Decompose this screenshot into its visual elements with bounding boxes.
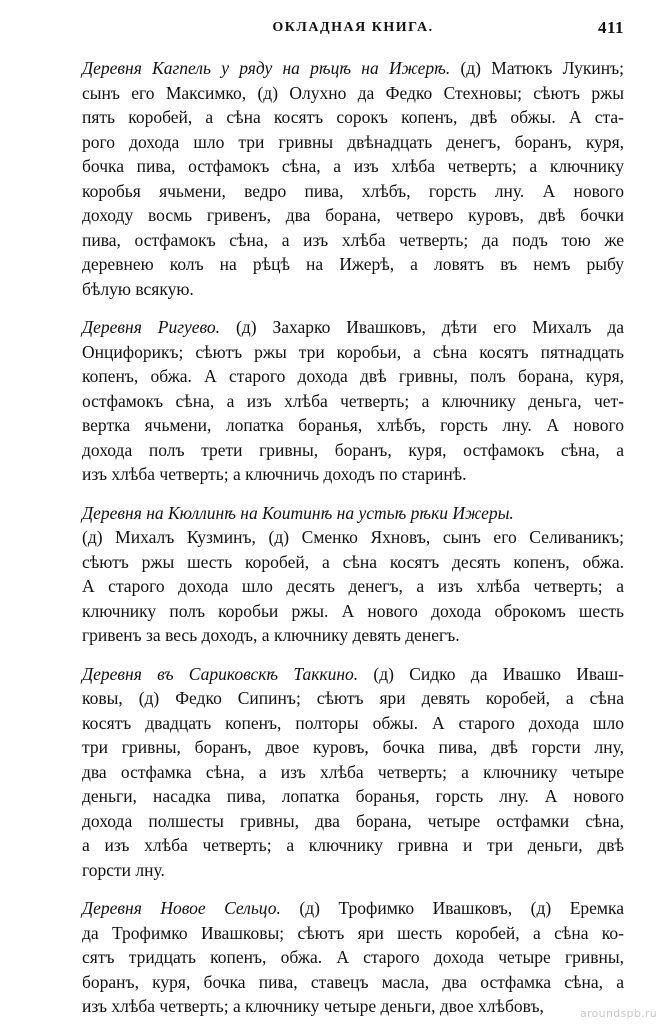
entry-text: (д) Сидко да Ивашко Иваш- xyxy=(373,663,624,684)
text-line: косятъ двадцать копенъ, полторы обжы. А старого дохода шло xyxy=(82,712,624,733)
text-line: доходу восмь гривенъ, два борана, четверо куровъ, двѣ бочки xyxy=(82,205,624,225)
village-heading: Деревня въ Сариковскѣ Таккино. xyxy=(82,663,359,684)
text-line: Онцифорикъ; сѣютъ ржы три коробьи, а сѣна косятъ пятнадцать xyxy=(82,341,624,362)
text-line: сынъ его Максимко, (д) Олухно да Федко Стехновы; сѣютъ ржы xyxy=(82,82,624,103)
page-number: 411 xyxy=(597,18,624,37)
watermark: aroundspb.ru xyxy=(580,1007,657,1020)
village-heading: Деревня на Кюллинѣ на Коитинѣ на устьѣ рѣки Ижеры. xyxy=(82,502,514,523)
text-line: а изъ хлѣба четверть; а ключнику гривна и три деньги, двѣ xyxy=(82,835,624,855)
text-line: гривенъ за весь доходъ, а ключнику девять денегъ. xyxy=(82,625,460,645)
text-line: копенъ, обжа. А старого дохода двѣ гривны, полъ борана, куря, xyxy=(82,366,624,386)
entry-text: (д) Трофимко Ивашковъ, (д) Еремка xyxy=(299,898,624,918)
text-line: сятъ тридцать копенъ, обжа. А старого дохода четыре гривны, xyxy=(82,947,624,967)
text-line: А старого дохода шло десять денегъ, а изъ хлѣба четверть; а xyxy=(82,576,624,596)
village-entry xyxy=(82,896,624,1019)
running-head xyxy=(82,18,624,44)
text-line: горсти лну. xyxy=(82,859,165,880)
text-line: изъ хлѣба четверть; а ключничь доходъ по старинѣ. xyxy=(82,464,467,484)
text-line: деревнею колъ на рѣцѣ на Ижерѣ, а ловятъ въ немъ рыбу xyxy=(82,254,624,274)
running-title: ОКЛАДНАЯ КНИГА. xyxy=(272,20,434,35)
text-line: три гривны, боранъ, двое куровъ, бочка пива, двѣ горсти лну, xyxy=(82,737,624,757)
text-line: рого дохода шло три гривны двѣнадцать денегъ, боранъ, куря, xyxy=(82,131,624,152)
village-entry xyxy=(82,56,624,301)
text-line: бочка пива, остфамокъ сѣна, а изъ хлѣба четверть; а ключнику xyxy=(82,156,624,176)
text-line: остфамокъ сѣна, а изъ хлѣба четверть; а ключнику деньга, чет- xyxy=(82,390,624,411)
text-line: сѣютъ ржы шесть коробей, а сѣна косятъ десять копенъ, обжа. xyxy=(82,551,624,572)
entries-list xyxy=(82,56,624,1019)
text-line: коробья ячьмени, ведро пива, хлѣбъ, горсть лну. А нового xyxy=(82,180,624,201)
text-line: дохода полшесты гривны, два борана, четыре остфамки сѣна, xyxy=(82,810,624,831)
village-heading: Деревня Кагпель у ряду на рѣцѣ на Ижерѣ. xyxy=(82,58,451,78)
text-line: изъ хлѣба четверть; а ключнику четыре деньги, двое хлѣбовъ, xyxy=(82,996,544,1016)
entry-first-line xyxy=(82,56,624,81)
text-line: (д) Михалъ Кузминъ, (д) Сменко Яхновъ, сынъ его Селиваникъ; xyxy=(82,527,624,547)
village-entry xyxy=(82,501,624,648)
text-line: пива, остфамокъ сѣна, а изъ хлѣба четверть; да подъ тою же xyxy=(82,229,624,250)
text-line: пять коробей, а сѣна косятъ сорокъ копенъ, двѣ обжы. А ста- xyxy=(82,107,624,127)
entry-first-line xyxy=(82,896,624,921)
text-line: да Трофимко Ивашковы; сѣютъ яри шесть коробей, а сѣна ко- xyxy=(82,922,624,943)
village-entry xyxy=(82,662,624,883)
entry-first-line xyxy=(82,662,624,687)
text-line: боранъ, куря, бочка пива, ставецъ масла, два остфамка сѣна, а xyxy=(82,971,624,992)
entry-first-line xyxy=(82,315,624,340)
entry-text: (д) Захарко Ивашковъ, дѣти его Михалъ да xyxy=(235,317,624,337)
text-line: ключнику полъ коробьи ржы. А нового дохода оброкомъ шесть xyxy=(82,600,624,621)
text-line: деньги, насадка пива, лопатка боранья, горсть лну. А нового xyxy=(82,786,624,806)
text-line: бѣлую всякую. xyxy=(82,278,194,299)
book-page xyxy=(82,18,624,1019)
text-line: два остфамка сѣна, а изъ хлѣба четверть; а ключнику четыре xyxy=(82,761,624,782)
text-line: ковы, (д) Федко Сипинъ; сѣютъ яри девять коробей, а сѣна xyxy=(82,688,624,708)
village-entry xyxy=(82,315,624,487)
entry-first-line xyxy=(82,501,624,526)
text-line: дохода полъ трети гривны, боранъ, куря, остфамокъ сѣна, а xyxy=(82,439,624,460)
text-line: вертка ячьмени, лопатка боранья, хлѣбъ, горсть лну. А нового xyxy=(82,415,624,435)
village-heading: Деревня Новое Сельцо. xyxy=(82,898,281,918)
entry-text: (д) Матюкъ Лукинъ; xyxy=(460,58,624,78)
village-heading: Деревня Ригуево. xyxy=(82,317,221,337)
